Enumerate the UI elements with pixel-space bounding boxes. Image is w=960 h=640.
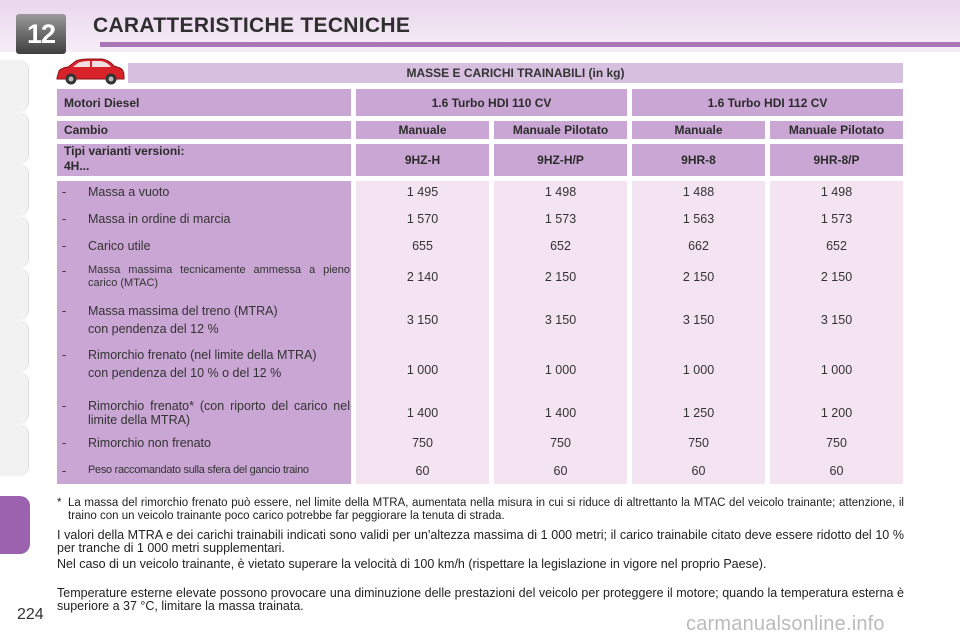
row-label-text: Massa a vuoto [88,185,170,199]
row-dash: - [62,185,67,199]
row-dash: - [62,436,67,450]
engine-header-2: 1.6 Turbo HDI 112 CV [632,89,903,116]
side-tab [0,424,29,476]
table-row-label [62,212,350,226]
variants-label-line: 4H... [64,159,90,173]
side-tab [0,60,29,112]
variant-header: 9HR-8 [632,144,765,176]
gearbox-header: Manuale Pilotato [770,121,903,139]
gearbox-header: Manuale [356,121,489,139]
variants-header-label [57,144,351,176]
table-row-label [62,399,350,427]
table-cell: 2 150 [820,270,853,284]
row-sublabel-text: con pendenza del 12 % [88,322,219,336]
table-cell: 1 250 [682,406,715,420]
engine-header-1: 1.6 Turbo HDI 110 CV [356,89,627,116]
side-tab-active [0,496,30,554]
table-cell: 60 [415,464,430,478]
paragraph: Nel caso di un veicolo trainante, è vietato superare la velocità di 100 km/h (rispettare la legislazione in vigore nel proprio Paese). [57,557,767,571]
table-row-label [62,348,350,380]
footnote-star: * [57,497,62,509]
side-tab [0,112,29,164]
side-tab [0,320,29,372]
paragraph: I valori della MTRA e dei carichi trainabili indicati sono validi per un'altezza massima di 1 000 metri; il carico trainabile citato deve essere ridotto del 10 % per tranche di 1 000 metri supplementari. [57,528,904,555]
table-cell: 1 495 [406,185,439,199]
page-title: CARATTERISTICHE TECNICHE [93,14,411,37]
gearbox-header-label: Cambio [57,121,351,139]
row-label-text: Peso raccomandato sulla sfera del gancio traino [88,464,309,476]
footnote [57,497,904,523]
watermark: carmanualsonline.info [686,613,885,635]
table-cell: 3 150 [406,313,439,327]
table-cell: 2 150 [544,270,577,284]
table-cell: 3 150 [544,313,577,327]
table-cell: 750 [826,436,847,450]
table-cell: 1 570 [406,212,439,226]
table-row-label [62,185,350,199]
table-cell: 750 [688,436,709,450]
table-cell: 1 573 [544,212,577,226]
row-label-text: Rimorchio non frenato [88,436,211,450]
table-cell: 1 488 [682,185,715,199]
table-cell: 1 000 [820,363,853,377]
table-row-label [62,264,350,290]
table-cell: 1 563 [682,212,715,226]
table-cell: 2 140 [406,270,439,284]
table-row-label [62,239,350,253]
variant-header: 9HZ-H [356,144,489,176]
row-label-text: Massa in ordine di marcia [88,212,231,226]
variant-header: 9HZ-H/P [494,144,627,176]
table-cell: 1 000 [406,363,439,377]
side-tab [0,268,29,320]
car-icon [54,57,126,87]
table-cell: 1 000 [682,363,715,377]
row-dash: - [62,304,67,318]
row-label-text: Massa massima del treno (MTRA) [88,304,278,318]
variant-header: 9HR-8/P [770,144,903,176]
table-cell: 1 200 [820,406,853,420]
footnote-text: La massa del rimorchio frenato può essere, nel limite della MTRA, aumentata nella misura in cui si riduce di altrettanto la MTAC del veicolo trainante; attenzione, il traino con un veicolo trainante poco carico potrebbe far peggiorare la tenuta di strada. [68,497,904,522]
side-tab [0,372,29,424]
row-label-text: Rimorchio frenato (nel limite della MTRA) [88,348,317,362]
table-cell: 652 [550,239,571,253]
table-cell: 1 000 [544,363,577,377]
table-cell: 1 400 [544,406,577,420]
table-cell: 60 [691,464,706,478]
variants-label-line: Tipi varianti versioni: [64,144,185,158]
gearbox-header: Manuale Pilotato [494,121,627,139]
row-label-text: Carico utile [88,239,151,253]
row-dash: - [62,264,67,278]
side-tab [0,164,29,216]
page-number: 224 [17,606,44,623]
table-row-label [62,304,350,336]
table-cell: 2 150 [682,270,715,284]
table-cell: 652 [826,239,847,253]
table-cell: 750 [412,436,433,450]
chapter-number-badge: 12 [16,14,66,54]
side-tab [0,216,29,268]
table-cell: 1 498 [820,185,853,199]
row-label-text: Rimorchio frenato* (con riporto del carico nel limite della MTRA) [88,399,350,427]
row-dash: - [62,348,67,362]
table-row-label [62,436,350,450]
paragraph: Temperature esterne elevate possono provocare una diminuzione delle prestazioni del veicolo per proteggere il motore; quando la temperatura esterna è superiore a 37 °C, limitare la massa trainata. [57,586,904,613]
table-cell: 60 [829,464,844,478]
table-cell: 3 150 [820,313,853,327]
table-title: MASSE E CARICHI TRAINABILI (in kg) [128,63,903,83]
table-cell: 3 150 [682,313,715,327]
row-dash: - [62,239,67,253]
table-cell: 1 498 [544,185,577,199]
table-cell: 1 400 [406,406,439,420]
row-label-text: Massa massima tecnicamente ammessa a pieno carico (MTAC) [88,264,350,289]
table-cell: 60 [553,464,568,478]
table-cell: 655 [412,239,433,253]
row-dash: - [62,464,67,478]
row-dash: - [62,212,67,226]
table-cell: 750 [550,436,571,450]
header-divider [100,42,960,47]
gearbox-header: Manuale [632,121,765,139]
table-cell: 1 573 [820,212,853,226]
row-dash: - [62,399,67,413]
row-sublabel-text: con pendenza del 10 % o del 12 % [88,366,282,380]
table-row-label [62,464,350,477]
engine-header-label: Motori Diesel [57,89,351,116]
table-cell: 662 [688,239,709,253]
